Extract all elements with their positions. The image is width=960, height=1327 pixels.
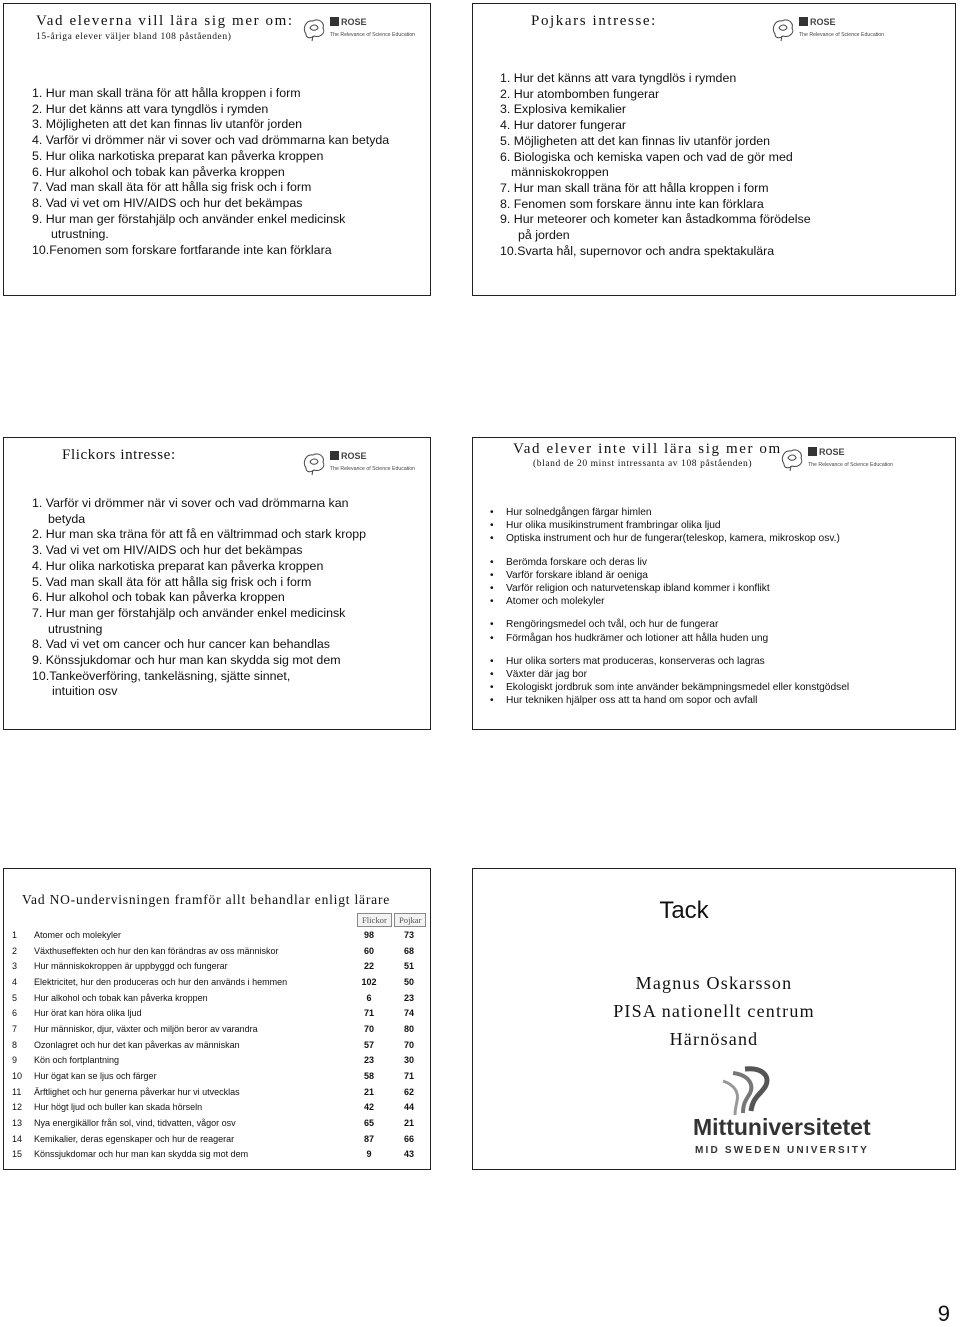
row-number: 2 [12,945,18,956]
list-item: 3. Explosiva kemikalier [500,102,627,117]
row-girls-value: 102 [361,976,377,987]
slide-subtitle: 15-åriga elever väljer bland 108 påståenden) [36,32,232,42]
row-boys-value: 43 [403,1149,414,1160]
svg-text:The Relevance of Science Educa: The Relevance of Science Education [799,32,885,38]
row-girls-value: 58 [363,1071,374,1082]
presenter-name: Magnus Oskarsson [635,973,793,993]
list-item: 7. Vad man skall äta för att hålla sig frisk och i form [32,180,312,195]
list-item: 6. Biologiska och kemiska vapen och vad de gör med [500,149,793,164]
row-number: 4 [12,976,18,987]
list-item: 4. Hur olika narkotiska preparat kan påverka kroppen [32,558,324,573]
row-topic: Kemikalier, deras egenskaper och hur de reagerar [34,1133,235,1144]
row-boys-value: 66 [403,1133,414,1144]
list-item: 2. Hur man ska träna för att få en vältrimmad och stark kropp [32,527,366,542]
row-boys-value: 44 [403,1102,414,1113]
list-item-continuation: på jorden [518,228,570,243]
rose-logo-icon [300,448,418,476]
row-topic: Hur alkohol och tobak kan påverka kroppen [34,992,208,1003]
slide-title: Vad eleverna vill lära sig mer om: [36,13,294,29]
row-boys-value: 50 [403,976,414,987]
row-number: 12 [12,1102,23,1113]
row-boys-value: 68 [403,945,414,956]
table-row [10,1100,429,1116]
row-number: 6 [12,1008,18,1019]
list-item: 4. Varför vi drömmer när vi sover och vad drömmarna kan betyda [32,133,390,148]
row-topic: Könssjukdomar och hur man kan skydda sig mot dem [34,1149,249,1160]
list-item: 5. Hur olika narkotiska preparat kan påverka kroppen [32,148,324,163]
row-girls-value: 23 [363,1055,374,1066]
table-row [10,974,429,990]
row-topic: Växthuseffekten och hur den kan förändras av oss människor [34,945,279,956]
row-number: 10 [12,1071,23,1082]
list-item-continuation: utrustning. [51,227,109,242]
slide-title: Vad NO-undervisningen framför allt behandlar enligt lärare [22,892,391,907]
table-row [10,1084,429,1100]
slide-thanks [472,868,956,1170]
list-item: • Växter där jag bor [490,668,849,681]
university-emblem-icon [723,1069,767,1115]
row-topic: Hur människor, djur, växter och miljön beror av varandra [34,1023,258,1034]
list-item: 9. Hur meteorer och kometer kan åstadkomma förödelse [500,212,811,227]
slide-subtitle: (bland de 20 minst intressanta av 108 påståenden) [533,459,753,469]
interest-list [32,496,366,700]
organization: PISA nationellt centrum [613,1001,815,1021]
list-item: • Hur olika sorters mat produceras, konserveras och lagras [490,655,849,668]
rose-logo-icon [778,444,896,472]
slide-boys-interests [472,3,956,296]
column-header-girls: Flickor [357,913,392,927]
row-number: 14 [12,1133,23,1144]
slide-teacher-survey-table [3,868,431,1170]
row-girls-value: 60 [363,945,374,956]
row-boys-value: 21 [403,1118,414,1129]
svg-text:ROSE: ROSE [341,17,367,27]
row-topic: Hur örat kan höra olika ljud [34,1008,142,1019]
list-item: • Varför forskare ibland är oeniga [490,569,849,582]
list-item-continuation: utrustning [48,621,103,636]
table-row [10,927,429,943]
list-item: 2. Hur det känns att vara tyngdlös i rymden [32,101,269,116]
row-number: 8 [12,1039,18,1050]
row-girls-value: 57 [363,1039,374,1050]
list-item: • Förmågan hos hudkrämer och lotioner att hålla huden ung [490,632,849,645]
slide-title: Pojkars intresse: [531,13,657,29]
not-interesting-list [490,506,849,708]
table-row [10,990,429,1006]
row-number: 11 [12,1086,22,1097]
row-girls-value: 9 [366,1149,372,1160]
row-boys-value: 70 [403,1039,414,1050]
list-item: • Hur solnedgången färgar himlen [490,506,849,519]
row-number: 7 [12,1023,18,1034]
list-item: • Varför religion och naturvetenskap ibland kommer i konflikt [490,582,849,595]
table-row [10,1021,429,1037]
list-item: • Rengöringsmedel och tvål, och hur de fungerar [490,618,849,631]
list-item: • Berömda forskare och deras liv [490,556,849,569]
column-header-boys: Pojkar [394,913,426,927]
list-item: 1. Hur man skall träna för att hålla kroppen i form [32,86,301,100]
rose-logo-icon [769,14,887,42]
row-girls-value: 98 [363,929,374,940]
row-topic: Hur ögat kan se ljus och färger [34,1071,157,1082]
list-item: 4. Hur datorer fungerar [500,118,627,133]
slide-title: Vad elever inte vill lära sig mer om [513,441,782,457]
row-topic: Elektricitet, hur den produceras och hur den används i hemmen [34,976,288,987]
table-row [10,1147,429,1163]
row-girls-value: 42 [363,1102,374,1113]
row-topic: Hur människokroppen är uppbyggd och fungerar [34,961,228,972]
table-row [10,943,429,959]
row-number: 3 [12,961,18,972]
row-boys-value: 80 [403,1023,414,1034]
row-boys-value: 71 [403,1071,414,1082]
row-topic: Hur högt ljud och buller kan skada hörseln [34,1102,203,1113]
row-girls-value: 65 [363,1118,374,1129]
slide-students-want-to-learn [3,3,431,296]
table-row [10,958,429,974]
list-item: 6. Hur alkohol och tobak kan påverka kroppen [32,590,285,605]
svg-text:The Relevance of Science Educa: The Relevance of Science Education [330,32,416,38]
list-item: 5. Möjligheten att det kan finnas liv utanför jorden [500,133,771,148]
list-item: 3. Möjligheten att det kan finnas liv utanför jorden [32,117,303,132]
list-item: • Hur olika musikinstrument frambringar olika ljud [490,519,849,532]
row-boys-value: 30 [403,1055,414,1066]
row-boys-value: 62 [403,1086,414,1097]
slide-title: Flickors intresse: [62,447,176,463]
list-item: • Atomer och molekyler [490,595,849,608]
interest-list [32,86,389,259]
row-number: 15 [12,1149,23,1160]
location: Härnösand [669,1029,759,1049]
list-item: 1. Hur det känns att vara tyngdlös i rymden [500,71,737,85]
list-item: 7. Hur man ger förstahjälp och använder enkel medicinsk [32,605,346,620]
slide-not-want-to-learn [472,437,956,730]
table-row [10,1068,429,1084]
svg-text:The Relevance of Science Educa: The Relevance of Science Education [808,462,894,468]
list-item-continuation: betyda [48,511,86,526]
svg-text:ROSE: ROSE [810,17,836,27]
table-row [10,1037,429,1053]
list-item: 5. Vad man skall äta för att hålla sig frisk och i form [32,574,312,589]
list-item: 8. Fenomen som forskare ännu inte kan förklara [500,196,764,211]
table-row [10,1115,429,1131]
row-topic: Ozonlagret och hur det kan påverkas av människan [34,1039,240,1050]
row-boys-value: 73 [403,929,414,940]
list-item: 10.Svarta hål, supernovor och andra spektakulära [500,243,775,258]
mid-sweden-university-logo [693,1063,893,1170]
row-boys-value: 23 [403,992,414,1003]
row-girls-value: 87 [363,1133,374,1144]
list-item: 3. Vad vi vet om HIV/AIDS och hur det bekämpas [32,543,303,558]
svg-text:MID SWEDEN UNIVERSITY: MID SWEDEN UNIVERSITY [695,1145,869,1156]
svg-text:Mittuniversitetet: Mittuniversitetet [693,1114,871,1140]
table-row [10,1053,429,1069]
row-girls-value: 6 [366,992,372,1003]
page-number: 9 [937,1301,950,1326]
svg-text:ROSE: ROSE [819,447,845,457]
svg-text:The Relevance of Science Educa: The Relevance of Science Education [330,466,416,472]
table-row [10,1131,429,1147]
list-item: 7. Hur man skall träna för att hålla kroppen i form [500,180,769,195]
list-item: • Optiska instrument och hur de fungerar(teleskop, kamera, mikroskop osv.) [490,532,849,545]
row-number: 9 [12,1055,18,1066]
row-girls-value: 71 [363,1008,374,1019]
svg-text:ROSE: ROSE [341,451,367,461]
table-row [10,1005,429,1021]
list-item: 8. Vad vi vet om HIV/AIDS och hur det bekämpas [32,195,303,210]
list-item-continuation: människokroppen [511,165,609,180]
row-boys-value: 51 [403,961,414,972]
row-girls-value: 22 [363,961,374,972]
list-item: 1. Varför vi drömmer när vi sover och vad drömmarna kan [32,496,349,510]
interest-list [500,71,811,259]
list-item: 6. Hur alkohol och tobak kan påverka kroppen [32,164,285,179]
list-item: 9. Hur man ger förstahjälp och använder enkel medicinsk [32,211,346,226]
list-item: 2. Hur atombomben fungerar [500,86,660,101]
row-number: 1 [12,929,18,940]
list-item: 8. Vad vi vet om cancer och hur cancer kan behandlas [32,637,331,652]
survey-table [10,927,429,1162]
row-topic: Nya energikällor från sol, vind, tidvatten, vågor osv [34,1118,236,1129]
list-item: 10.Tankeöverföring, tankeläsning, sjätte sinnet, [32,668,291,683]
list-item: • Hur tekniken hjälper oss att ta hand om sopor och avfall [490,694,849,707]
row-number: 5 [12,992,18,1003]
row-topic: Kön och fortplantning [34,1055,120,1066]
rose-logo-icon [300,14,418,42]
row-girls-value: 70 [363,1023,374,1034]
row-topic: Ärftlighet och hur generna påverkar hur vi utvecklas [34,1086,240,1097]
list-item: • Ekologiskt jordbruk som inte använder bekämpningsmedel eller konstgödsel [490,681,849,694]
list-item: 9. Könssjukdomar och hur man kan skydda sig mot dem [32,653,341,668]
list-item-continuation: intuition osv [52,684,118,699]
slide-girls-interests [3,437,431,730]
list-item: 10.Fenomen som forskare fortfarande inte kan förklara [32,243,332,258]
thanks-heading: Tack [659,897,709,924]
row-number: 13 [12,1118,23,1129]
row-girls-value: 21 [363,1086,374,1097]
row-topic: Atomer och molekyler [34,929,122,940]
row-boys-value: 74 [403,1008,414,1019]
